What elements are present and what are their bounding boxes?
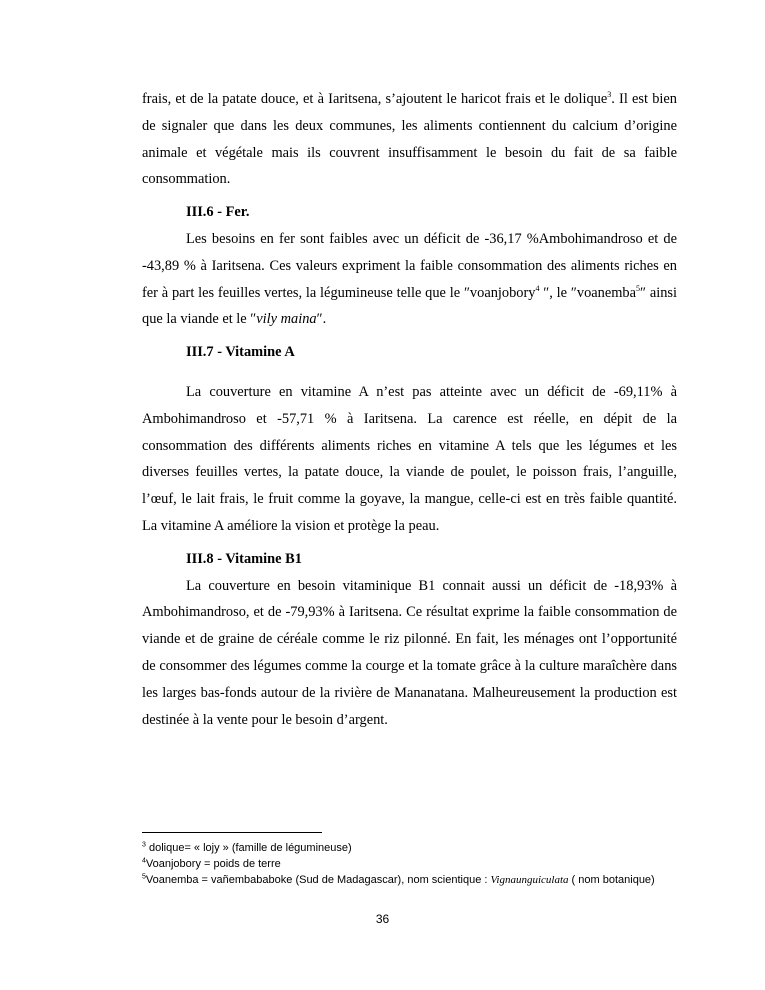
footnote-mark: 3 (142, 841, 146, 849)
intro-text-a: frais, et de la patate douce, et à Iaritsena, s’ajoutent le haricot frais et le dolique (142, 91, 608, 107)
footnote-text-b: ( nom botanique) (568, 874, 655, 886)
section-heading-fer: III.6 - Fer. (186, 204, 250, 221)
page-number: 36 (375, 912, 390, 926)
footnote-ref-4: 4 (535, 283, 540, 293)
footnote-mark: 4 (142, 857, 146, 865)
footnote-italic-term: Vignaunguiculata (490, 874, 569, 886)
footnotes (142, 840, 682, 888)
footnote-text: dolique= « lojy » (famille de légumineuse) (145, 842, 352, 854)
fer-italic-term: vily maina (256, 311, 317, 328)
intro-text-b: . Il est bien de signaler que dans les deux communes, les aliments contiennent du calcium d’origine animale et végétale mais ils couvrent insuffisamment le besoin du fait de sa faible consommation. (142, 91, 677, 188)
footnote-ref-5: 5 (636, 283, 641, 293)
footnote-text: Voanjobory = poids de terre (145, 858, 281, 870)
vitamine-b1-paragraph: La couverture en besoin vitaminique B1 connait aussi un déficit de -18,93% à Ambohimandroso, et de -79,93% à Iaritsena. Ce résultat exprime la faible consommation de viande et de graine de céréale comme le riz pilonné. En fait, les ménages ont l’opportunité de consommer des légumes comme la courge et la tomate grâce à la culture maraîchère dans les larges bas-fonds autour de la rivière de Mananatana. Malheureusement la production est destinée à la vente pour le besoin d’argent. (142, 577, 677, 728)
footnote-3 (142, 840, 682, 856)
intro-paragraph (142, 86, 677, 193)
fer-text-b: ″, le ″voanemba (539, 284, 637, 301)
fer-text-a: Les besoins en fer sont faibles avec un déficit de -36,17 %Ambohimandroso et de -43,89 % à Iaritsena. Ces valeurs expriment la faible consommation des aliments riches en fer à part les feuilles vertes, la légumineuse telle que le ″voanjobory (142, 230, 677, 301)
fer-text-d: ″. (316, 311, 327, 328)
footnote-text-a: Voanemba = vañembababoke (Sud de Madagascar), nom scientique : (145, 874, 491, 886)
footnote-separator (142, 832, 322, 833)
footnote-4 (142, 856, 682, 872)
footnote-ref-3: 3 (607, 90, 612, 100)
vitamine-a-paragraph: La couverture en vitamine A n’est pas atteinte avec un déficit de -69,11% à Ambohimandroso et -57,71 % à Iaritsena. La carence est réelle, en dépit de la consommation des différents aliments riches en vitamine A tels que les légumes et les diverses feuilles vertes, la patate douce, la viande de poulet, le poisson frais, l’anguille, l’œuf, le lait frais, le fruit comme la goyave, la mangue, celle-ci est en très faible quantité. La vitamine A améliore la vision et protège la peau. (142, 383, 677, 534)
section-heading-vitamine-b1: III.8 - Vitamine B1 (186, 550, 302, 567)
footnote-mark: 5 (142, 873, 146, 881)
footnote-5 (142, 872, 682, 888)
document-body (142, 86, 677, 733)
fer-paragraph (142, 226, 677, 333)
fer-text-c: ″ ainsi que la viande et le ″ (142, 284, 677, 328)
section-heading-vitamine-a: III.7 - Vitamine A (186, 344, 295, 361)
